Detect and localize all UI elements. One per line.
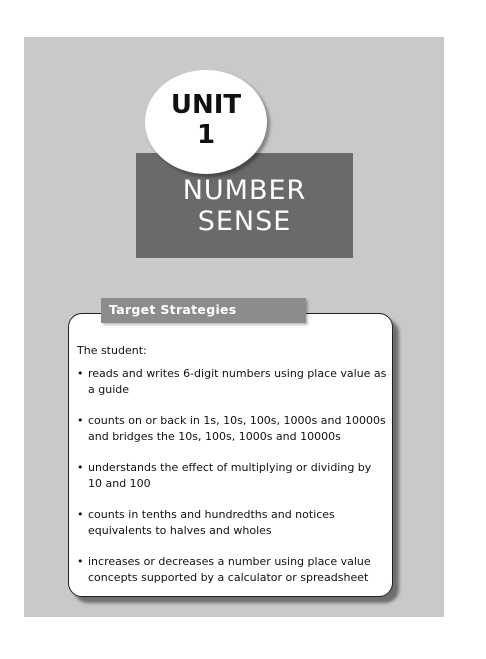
unit-title-line-2: SENSE [197, 206, 292, 237]
strategy-item: • counts in tenths and hundredths and notices equivalents to halves and wholes [77, 507, 387, 538]
unit-title-line-1: NUMBER [182, 175, 307, 206]
card-intro: The student: [77, 344, 147, 357]
strategy-item: • reads and writes 6-digit numbers using place value as a guide [77, 366, 387, 397]
strategy-item: • increases or decreases a number using place value concepts supported by a calculator or spreadsheet [77, 554, 387, 585]
unit-label: UNIT [170, 90, 242, 120]
strategy-list [77, 366, 387, 601]
strategy-item: • understands the effect of multiplying or dividing by 10 and 100 [77, 460, 387, 491]
unit-badge-text [145, 90, 267, 150]
card-tab-label: Target Strategies [109, 302, 237, 317]
strategy-item: • counts on or back in 1s, 10s, 100s, 1000s and 10000s and bridges the 10s, 100s, 1000s and 10000s [77, 413, 387, 444]
unit-title [136, 175, 353, 237]
unit-number: 1 [196, 120, 216, 150]
